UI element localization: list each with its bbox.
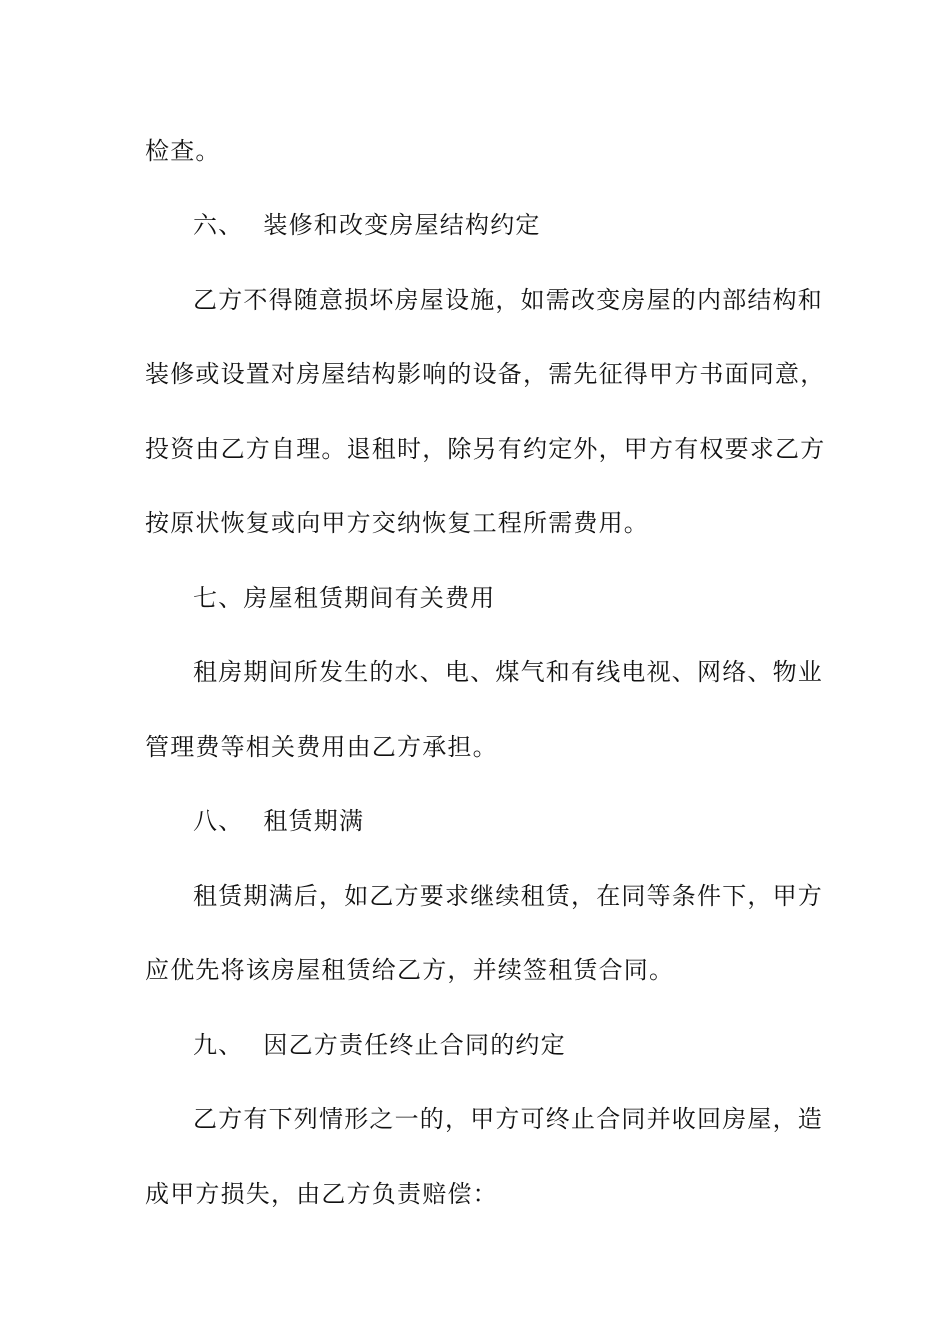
- section-heading-nine: [193, 1030, 863, 1060]
- paragraph-line: 投资由乙方自理。退租时，除另有约定外，甲方有权要求乙方: [145, 435, 826, 463]
- section-title: 装修和改变房屋结构约定: [263, 211, 541, 239]
- paragraph-line: 应优先将该房屋租赁给乙方，并续签租赁合同。: [145, 956, 675, 984]
- section-heading-eight: [193, 806, 863, 836]
- section-number: 六、: [193, 211, 244, 239]
- section-number: 九、: [193, 1031, 244, 1059]
- section-title: 因乙方责任终止合同的约定: [263, 1031, 566, 1059]
- paragraph-line: 乙方有下列情形之一的，甲方可终止合同并收回房屋，造: [193, 1105, 823, 1133]
- paragraph-line: 乙方不得随意损坏房屋设施，如需改变房屋的内部结构和: [193, 286, 823, 314]
- section-heading-seven: 七、房屋租赁期间有关费用: [193, 584, 496, 612]
- paragraph-line: 按原状恢复或向甲方交纳恢复工程所需费用。: [145, 509, 649, 537]
- section-title: 租赁期满: [263, 807, 365, 835]
- paragraph-line: 成甲方损失，由乙方负责赔偿：: [145, 1180, 498, 1208]
- paragraph-line: 装修或设置对房屋结构影响的设备，需先征得甲方书面同意，: [145, 360, 826, 388]
- paragraph-line: 租房期间所发生的水、电、煤气和有线电视、网络、物业: [193, 658, 823, 686]
- section-heading-six: [193, 210, 863, 240]
- paragraph-line: 管理费等相关费用由乙方承担。: [145, 733, 498, 761]
- paragraph-line: 租赁期满后，如乙方要求继续租赁，在同等条件下，甲方: [193, 882, 823, 910]
- paragraph-line: 检查。: [145, 137, 221, 165]
- section-number: 八、: [193, 807, 244, 835]
